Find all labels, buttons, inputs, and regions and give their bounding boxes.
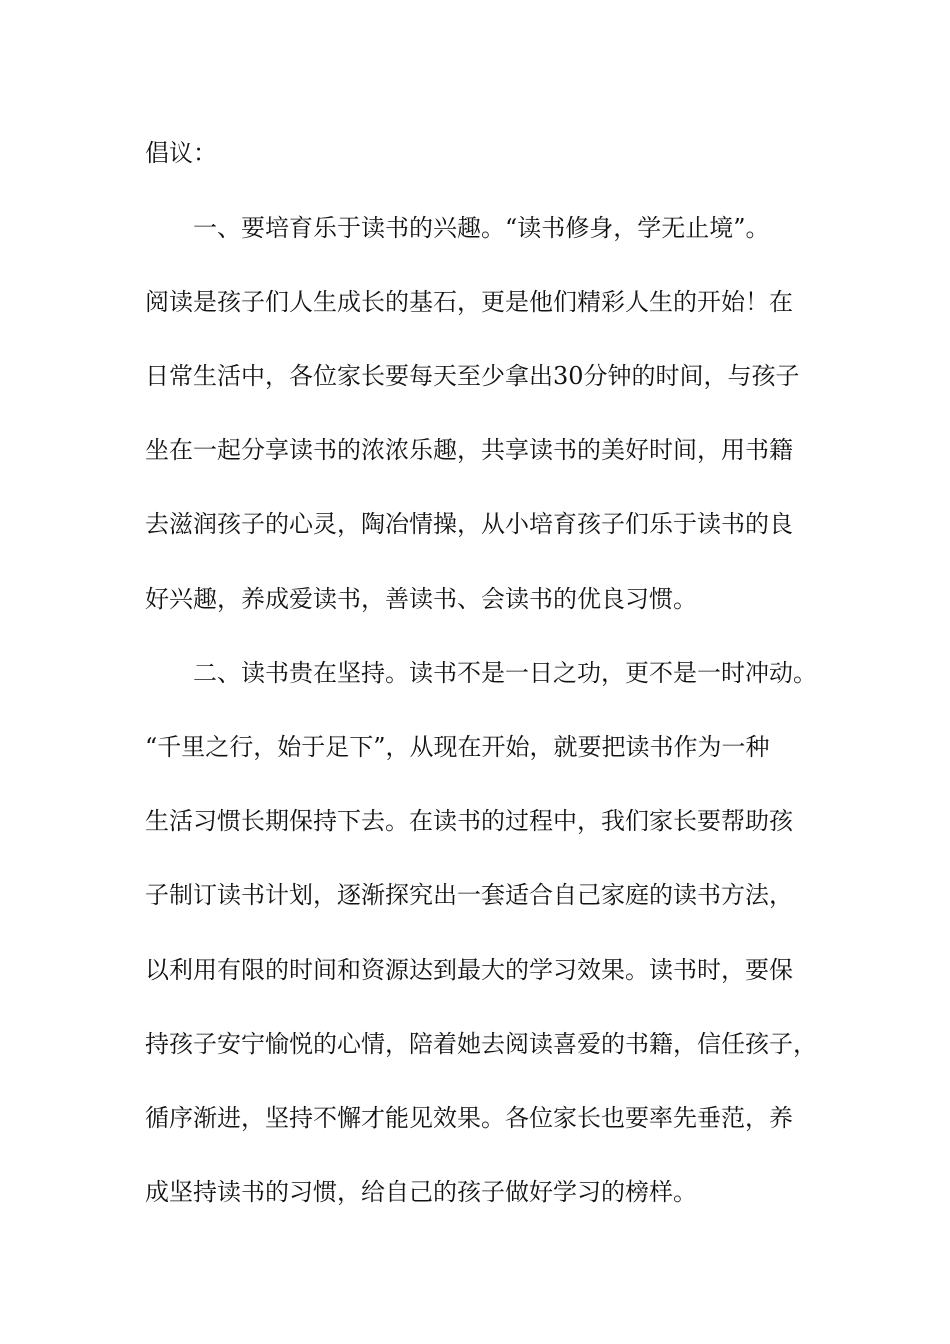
- paragraph-1-line-5: 去滋润孩子的心灵，陶冶情操，从小培育孩子们乐于读书的良: [145, 510, 793, 538]
- paragraph-2-line-6: 持孩子安宁愉悦的心情，陪着她去阅读喜爱的书籍，信任孩子，: [145, 1030, 817, 1058]
- paragraph-2-line-4: 子制订读书计划，逐渐探究出一套适合自己家庭的读书方法，: [145, 881, 793, 909]
- paragraph-1-line-1: 一、要培育乐于读书的兴趣。“读书修身，学无止境”。: [193, 214, 770, 242]
- paragraph-2-line-3: 生活习惯长期保持下去。在读书的过程中，我们家长要帮助孩: [145, 807, 793, 835]
- paragraph-2-line-5: 以利用有限的时间和资源达到最大的学习效果。读书时，要保: [145, 956, 793, 984]
- paragraph-1-line-3: 日常生活中，各位家长要每天至少拿出30分钟的时间，与孩子: [145, 362, 800, 390]
- paragraph-1-line-6: 好兴趣，养成爱读书，善读书、会读书的优良习惯。: [145, 585, 697, 613]
- paragraph-1-line-2: 阅读是孩子们人生成长的基石，更是他们精彩人生的开始！在: [145, 288, 793, 316]
- paragraph-2-line-2: “千里之行，始于足下”，从现在开始，就要把读书作为一种: [145, 733, 770, 761]
- heading-proposal: 倡议：: [145, 139, 217, 167]
- paragraph-1-line-4: 坐在一起分享读书的浓浓乐趣，共享读书的美好时间，用书籍: [145, 436, 793, 464]
- paragraph-2-line-1: 二、读书贵在坚持。读书不是一日之功，更不是一时冲动。: [193, 659, 817, 687]
- paragraph-2-line-8: 成坚持读书的习惯，给自己的孩子做好学习的榜样。: [145, 1178, 697, 1206]
- paragraph-2-line-7: 循序渐进，坚持不懈才能见效果。各位家长也要率先垂范，养: [145, 1104, 793, 1132]
